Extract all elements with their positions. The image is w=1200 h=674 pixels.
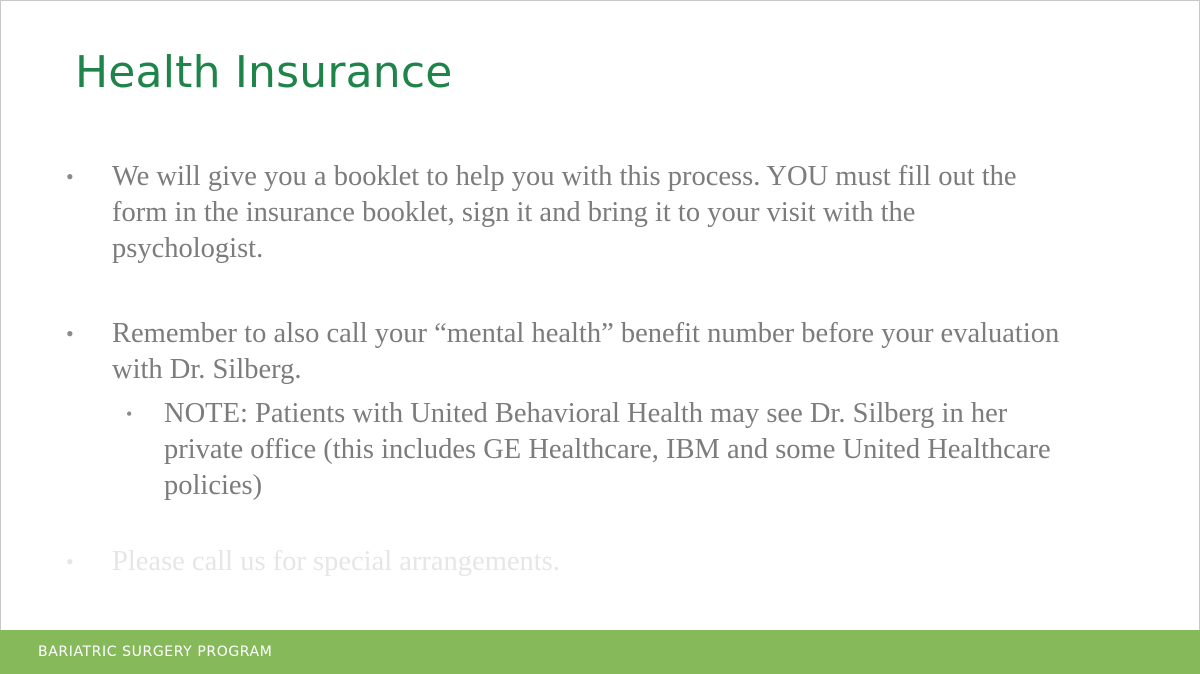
bullet-item-mental-health [66, 316, 1072, 388]
sub-bullet-item-note [126, 396, 1064, 504]
bullet-item-booklet [66, 159, 1072, 267]
bullet-text: We will give you a booklet to help you with this process. YOU must fill out the form in the insurance booklet, sign it and bring it to your visit with the psychologist. [112, 161, 1017, 264]
bullet-item-special-arrangements [66, 544, 1072, 580]
bullet-marker-icon: • [66, 321, 74, 346]
slide-title: Health Insurance [75, 47, 453, 98]
bullet-text: Please call us for special arrangements. [112, 546, 560, 577]
bullet-text: Remember to also call your “mental health” benefit number before your evaluation with Dr. Silberg. [112, 318, 1060, 385]
footer-bar [0, 630, 1200, 674]
bullet-text: NOTE: Patients with United Behavioral Health may see Dr. Silberg in her private office (this includes GE Healthcare, IBM and some United Healthcare policies) [164, 398, 1051, 501]
footer-label: BARIATRIC SURGERY PROGRAM [38, 644, 273, 660]
bullet-marker-icon: • [66, 164, 74, 189]
sub-bullet-marker-icon: • [126, 404, 133, 424]
bullet-marker-icon: • [66, 549, 74, 574]
